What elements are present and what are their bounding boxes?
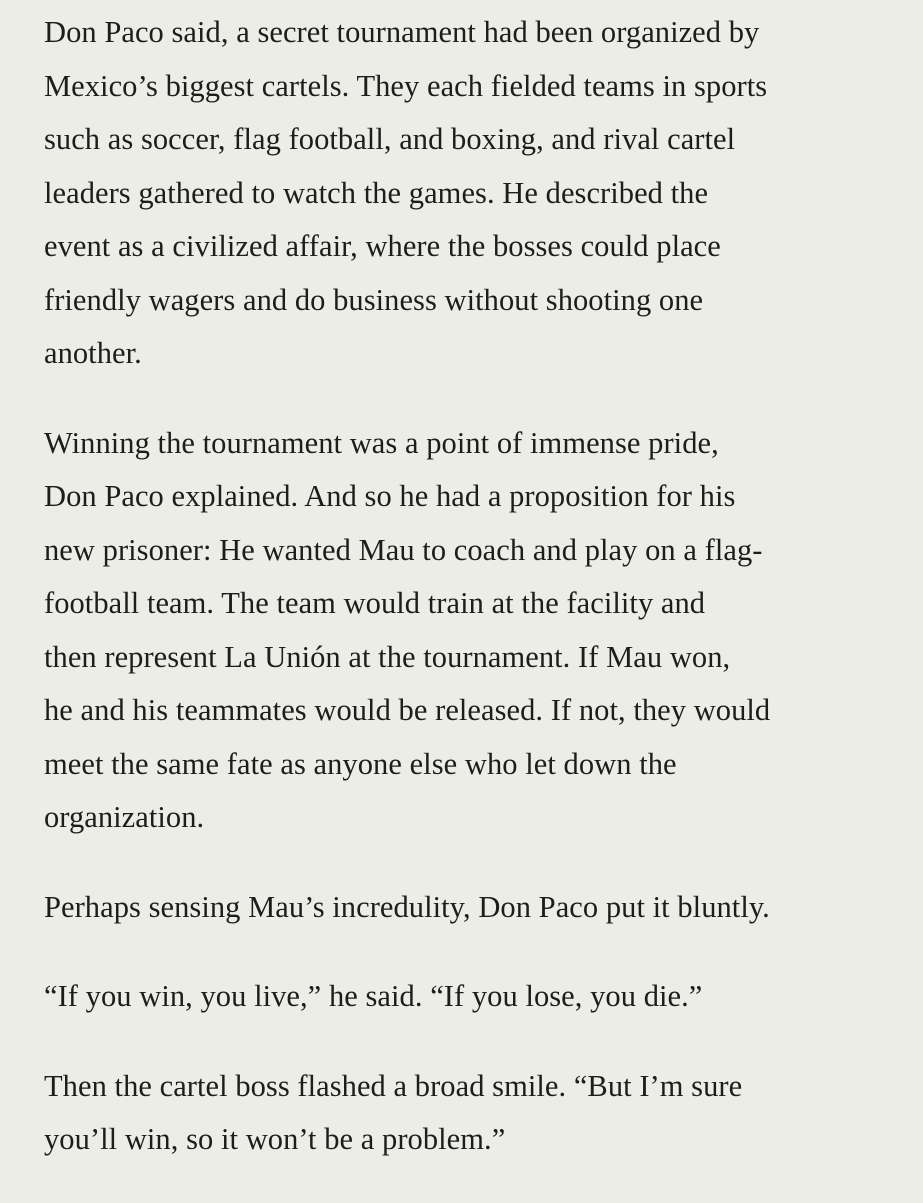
text-line: “If you win, you live,” he said. “If you lose, you die.” [44, 979, 703, 1013]
text-line: football team. The team would train at the facility and [44, 586, 706, 620]
text-line: event as a civilized affair, where the bosses could place [44, 229, 721, 263]
text-line: then represent La Unión at the tournament. If Mau won, [44, 639, 731, 674]
text-line: Don Paco said, a secret tournament had been organized by [44, 15, 760, 49]
paragraph-5 [44, 1060, 889, 1167]
text-line: new prisoner: He wanted Mau to coach and play on a flag- [44, 532, 763, 567]
text-line: Don Paco explained. And so he had a proposition for his [44, 479, 736, 513]
text-line: organization. [44, 800, 205, 834]
paragraph-1 [44, 6, 889, 381]
text-line: Mexico’s biggest cartels. They each fielded teams in sports [44, 68, 768, 103]
paragraph-2 [44, 417, 889, 845]
text-line: he and his teammates would be released. If not, they would [44, 693, 771, 727]
text-line: Winning the tournament was a point of immense pride, [44, 425, 719, 460]
paragraph-3 [44, 881, 889, 935]
paragraph-4 [44, 970, 889, 1024]
text-line: you’ll win, so it won’t be a problem.” [44, 1122, 506, 1156]
text-line: meet the same fate as anyone else who let down the [44, 746, 677, 781]
text-line: Perhaps sensing Mau’s incredulity, Don Paco put it bluntly. [44, 889, 770, 924]
text-line: friendly wagers and do business without shooting one [44, 282, 704, 317]
text-line: leaders gathered to watch the games. He described the [44, 175, 709, 210]
text-line: Then the cartel boss flashed a broad smile. “But I’m sure [44, 1068, 743, 1103]
text-line: another. [44, 336, 142, 370]
text-line: such as soccer, flag football, and boxing, and rival cartel [44, 122, 736, 156]
article-body [44, 6, 889, 1203]
